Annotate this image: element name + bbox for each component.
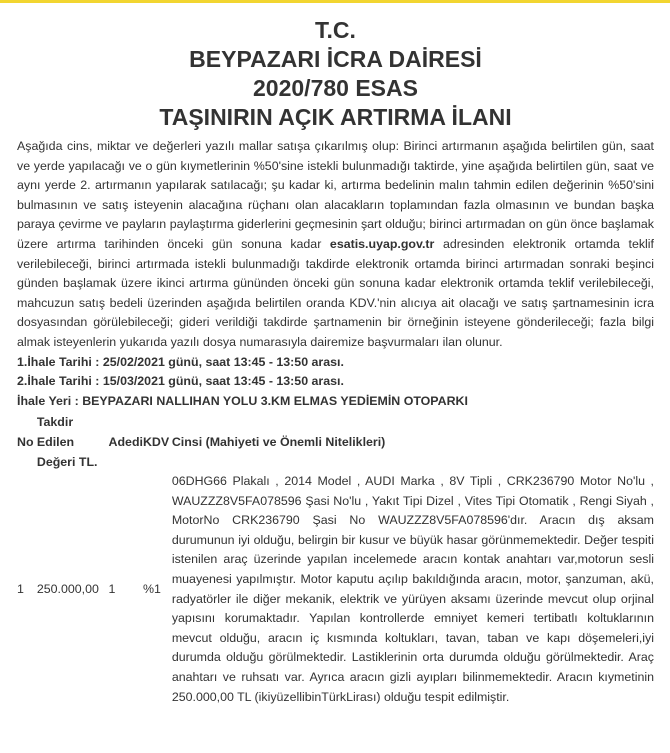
intro-part-1: Aşağıda cins, miktar ve değerleri yazılı mallar satışa çıkarılmış olup: Birinci artırmanın aşağıda belirtilen gün, saat ve yerde yapılacağı ve o gün kıymetlerinin %50'sine istekli bulunmadığı taktirde, yine aşağıda belirtilen gün, saat ve aynı yerde 2. artırmanın yapılarak satılacağı; şu kadar ki, artırma bedelinin malın tahmin edilen değerinin %50'sini bulmasının ve satış isteyenin alacağına rüçhanı olan alacakların toplamından fazla olmasının ve bundan başka paraya çevirme ve payların paylaştırma giderlerini geçmesinin şart olduğu; birinci artırmadan on gün önce başlamak üzere artırma tarihinden önceki gün sonuna kadar (17, 139, 654, 251)
auction-place: İhale Yeri : BEYPAZARI NALLIHAN YOLU 3.KM ELMAS YEDİEMİN OTOPARKI (17, 393, 468, 408)
row-desc: 06DHG66 Plakalı , 2014 Model , AUDI Marka , 8V Tipli , CRK236790 Motor No'lu , WAUZZZ8V5FA078596 Şasi No'lu , Yakıt Tipi Dizel , Vites Tipi Otomatik , Rengi Siyah , MotorNo CRK236790 Şasi No WAUZZZ8V5FA078596'dır. Aracın dış aksam durumunun iyi olduğu, belirgin bir kusur ve büyük hasar görünmemektedir. Değer tespiti istenilen araç üzerinde yapılan incelemede aracın kontak anahtarı var,motorun sesli muayenesi yapılmıştır. Motor kaputu açılıp bakıldığında aracın, motor, şanzuman, akü, radyatörler ile diğer mekanik, elektrik ve yürüyen aksamı üzerinde mevcut olup orjinal yapısını korumaktadır. Yapılan kontrollerde emniyet kemeri tertibatlı koltuklarının mevcut olduğu, aracın iç kısmında koltukları, tavan, taban ve kapı döşemeleri,iyi durumda olduğu görülmektedir. Lastiklerinin orta durumda olduğu görülmektedir. Araç anahtarı ve ruhsatı var. Ayrıca aracın gizli ayıpları bilinmemektedir. Aracın kıymetinin 250.000,00 TL (ikiyüzellibinTürkLirası) olduğu tespit edilmiştir. (171, 474, 654, 704)
header-office: BEYPAZARI İCRA DAİRESİ (189, 46, 482, 72)
intro-part-2: adresinden elektronik ortamda teklif verilebileceği, birinci artırmada istekli bulunmadığı takdirde elektronik ortamda birinci artırmadan sonraki beşinci günden başlamak üzere ikinci artırma gününden önceki gün sonuna kadar elektronik ortamda teklif verilebileceği, mahcuzun satış bedeli üzerinden aşağıda belirtilen oranda KDV.'nin alıcıya ait olacağı ve satış şartnamesinin icra dosyasından görülebileceği; gideri verildiği takdirde şartnamenin bir örneğinin isteyene gönderileceği; fazla bilgi almak isteyenlerin yukarıda yazılı dosya numarasıyla dairemize başvurmaları ilan olunur. (17, 236, 654, 349)
first-auction-date: 1.İhale Tarihi : 25/02/2021 günü, saat 13:45 - 13:50 arası. (17, 354, 344, 369)
announcement-header (17, 16, 654, 132)
top-accent-bar (0, 0, 670, 3)
intro-paragraph (17, 137, 654, 353)
header-kdv: KDV (142, 434, 170, 449)
row-qty: 1 (108, 581, 116, 596)
row-value: 250.000,00 (36, 581, 99, 596)
row-kdv: %1 (142, 581, 161, 596)
header-announcement-title: TAŞINIRIN AÇIK ARTIRMA İLANI (159, 104, 512, 130)
header-value-line1: Takdir (36, 415, 74, 430)
header-value-line3: Değeri TL. (36, 454, 98, 469)
header-case-number: 2020/780 ESAS (253, 75, 418, 101)
header-qty: Adedi (108, 434, 143, 449)
items-table (17, 413, 654, 707)
header-desc: Cinsi (Mahiyeti ve Önemli Nitelikleri) (171, 434, 386, 449)
announcement-page (17, 16, 654, 707)
header-value (37, 413, 109, 472)
table-row (17, 472, 654, 707)
header-value-line2: Edilen (36, 434, 75, 449)
esatis-site: esatis.uyap.gov.tr (329, 236, 435, 251)
header-tc: T.C. (315, 17, 356, 43)
table-header-row (17, 413, 654, 472)
second-auction-date: 2.İhale Tarihi : 15/03/2021 günü, saat 13:45 - 13:50 arası. (17, 374, 344, 389)
row-no: 1 (17, 581, 24, 596)
header-no: No (17, 434, 34, 449)
